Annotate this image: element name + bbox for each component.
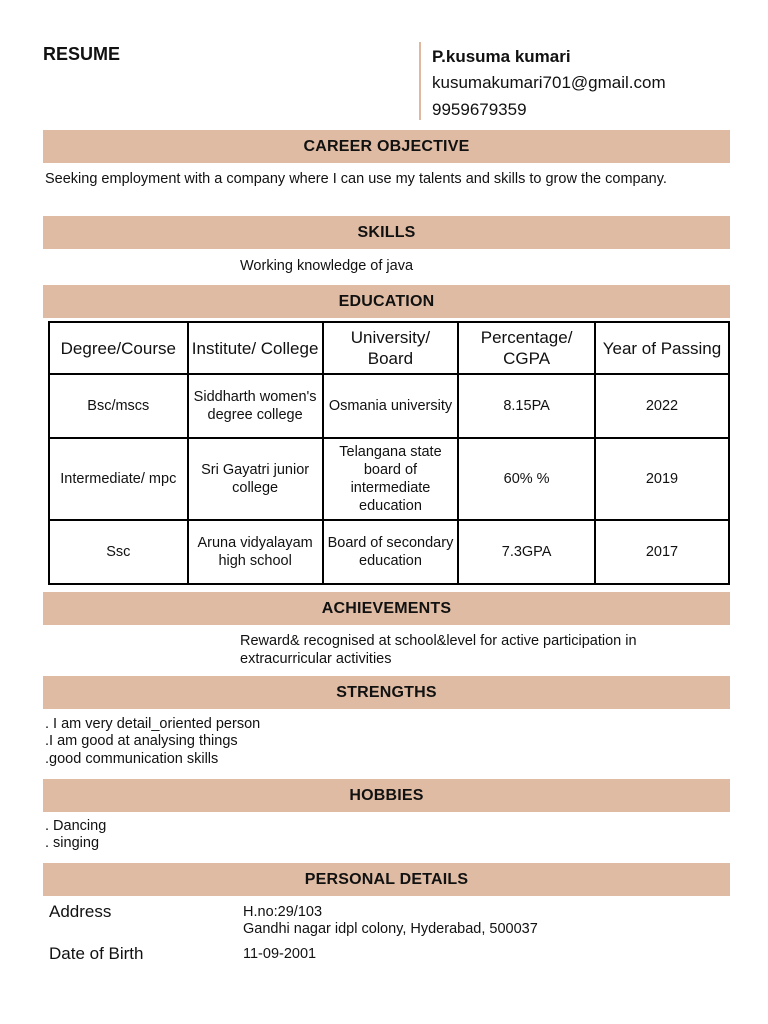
hobby-item: . singing [45, 835, 100, 851]
address-line-2: Gandhi nagar idpl colony, Hyderabad, 500037 [243, 921, 538, 937]
cell-percentage: 7.3GPA [459, 521, 594, 583]
cell-degree: Ssc [50, 521, 187, 583]
education-header-row [50, 323, 728, 373]
strength-item: .good communication skills [45, 751, 219, 767]
cell-university: Board of secondary education [324, 521, 458, 583]
table-row [50, 439, 728, 519]
strength-item: .I am good at analysing things [45, 733, 238, 749]
cell-institute: Siddharth women's degree college [189, 375, 322, 437]
table-row [50, 375, 728, 437]
cell-university: Osmania university [324, 375, 458, 437]
cell-year: 2022 [596, 375, 728, 437]
address-line-1: H.no:29/103 [243, 904, 323, 920]
hobby-item: . Dancing [45, 818, 107, 834]
resume-label: RESUME [43, 44, 121, 64]
header-university: University/ Board [324, 323, 458, 373]
address-label: Address [49, 902, 112, 921]
header-institute: Institute/ College [189, 323, 322, 373]
cell-year: 2017 [596, 521, 728, 583]
cell-percentage: 60% % [459, 439, 594, 519]
career-objective-text: Seeking employment with a company where I can use my talents and skills to grow the company. [45, 171, 667, 187]
header-degree: Degree/Course [50, 323, 187, 373]
contact-name: P.kusuma kumari [432, 47, 571, 66]
education-table [48, 321, 730, 585]
header-percentage: Percentage/ CGPA [459, 323, 594, 373]
cell-degree: Bsc/mscs [50, 375, 187, 437]
dob-label: Date of Birth [49, 944, 144, 963]
cell-university: Telangana state board of intermediate education [324, 439, 458, 519]
cell-degree: Intermediate/ mpc [50, 439, 187, 519]
table-row [50, 521, 728, 583]
cell-institute: Sri Gayatri junior college [189, 439, 322, 519]
strengths-heading: STRENGTHS [43, 676, 730, 709]
contact-email: kusumakumari701@gmail.com [432, 73, 666, 92]
cell-year: 2019 [596, 439, 728, 519]
header-year: Year of Passing [596, 323, 728, 373]
cell-percentage: 8.15PA [459, 375, 594, 437]
achievements-heading: ACHIEVEMENTS [43, 592, 730, 625]
achievements-text: Reward& recognised at school&level for active participation in extracurricular activities [240, 633, 637, 667]
dob-value: 11-09-2001 [243, 946, 317, 962]
strength-item: . I am very detail_oriented person [45, 716, 261, 732]
skills-text: Working knowledge of java [240, 258, 414, 274]
header-divider [419, 42, 421, 120]
personal-details-heading: PERSONAL DETAILS [43, 863, 730, 896]
career-objective-heading: CAREER OBJECTIVE [43, 130, 730, 163]
contact-phone: 9959679359 [432, 100, 527, 119]
education-heading: EDUCATION [43, 285, 730, 318]
skills-heading: SKILLS [43, 216, 730, 249]
cell-institute: Aruna vidyalayam high school [189, 521, 322, 583]
hobbies-heading: HOBBIES [43, 779, 730, 812]
